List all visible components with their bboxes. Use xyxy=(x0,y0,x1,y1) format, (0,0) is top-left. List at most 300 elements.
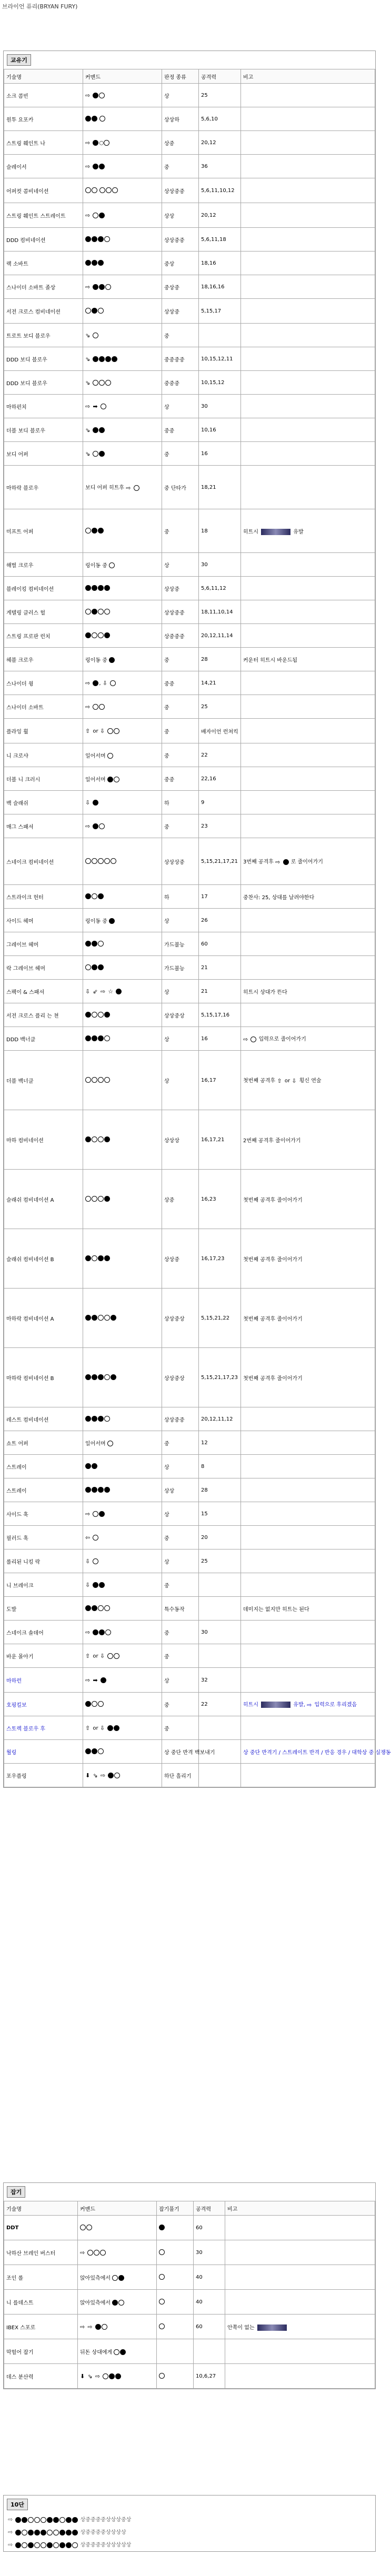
throw-damage xyxy=(194,2339,225,2364)
button-glyph-icon xyxy=(41,2530,46,2535)
button-glyph-icon xyxy=(112,356,117,362)
move-hit-level: 중중 xyxy=(162,671,199,695)
throw-name: 낙하산 브레인 버스터 xyxy=(4,2240,78,2265)
button-glyph-icon xyxy=(85,1701,91,1707)
button-glyph-icon xyxy=(114,1725,119,1731)
move-hit-level: 상상중상 xyxy=(162,1003,199,1027)
move-name: 더블 보디 블로우 xyxy=(4,418,83,442)
move-damage: 5,15,17 xyxy=(199,299,241,324)
button-glyph-icon xyxy=(112,2275,118,2281)
button-glyph-icon xyxy=(107,1441,113,1446)
button-glyph-icon xyxy=(72,2530,78,2535)
throw-header: 잡기 xyxy=(7,2186,25,2198)
move-note: 첫번째 공격후 ⇧ or ⇩ 횡신 연술 xyxy=(241,1051,375,1110)
move-damage: 5,6,11,18 xyxy=(199,228,241,251)
move-row xyxy=(4,1693,375,1716)
move-row xyxy=(4,980,375,1003)
move-damage: 16,17 xyxy=(199,1051,241,1110)
button-glyph-icon xyxy=(94,2250,99,2256)
move-damage: 배자이언 런쳐킥 xyxy=(199,719,241,743)
button-glyph-icon xyxy=(85,893,91,899)
move-command xyxy=(83,600,162,624)
move-command xyxy=(83,1348,162,1407)
arrow-icon: ☆ xyxy=(108,988,114,995)
button-glyph-icon xyxy=(72,2517,78,2523)
move-row xyxy=(4,203,375,228)
button-glyph-icon xyxy=(95,2324,101,2330)
move-note xyxy=(241,577,375,600)
move-name: 쇼트 어퍼 xyxy=(4,1431,83,1455)
button-glyph-icon xyxy=(93,284,98,290)
move-damage: 5,15,21,22 xyxy=(199,1289,241,1348)
column-header: 기술명 xyxy=(4,2201,78,2216)
button-glyph-icon xyxy=(92,187,97,193)
move-command xyxy=(83,1003,162,1027)
button-glyph-icon xyxy=(98,308,104,314)
move-command xyxy=(83,418,162,442)
throw-damage: 10,6,27 xyxy=(194,2364,225,2389)
move-name: 그레이브 헤머 xyxy=(4,932,83,956)
arrow-icon: ⇨ xyxy=(95,2372,101,2380)
button-glyph-icon xyxy=(98,585,104,591)
throw-command xyxy=(78,2216,157,2240)
move-command xyxy=(83,299,162,324)
button-glyph-icon xyxy=(99,823,105,829)
move-note xyxy=(241,719,375,743)
button-glyph-icon xyxy=(159,2299,165,2305)
move-hit-level: 중 xyxy=(162,1431,199,1455)
button-glyph-icon xyxy=(85,260,91,266)
button-glyph-icon xyxy=(159,2249,165,2255)
button-glyph-icon xyxy=(98,1196,104,1202)
button-glyph-icon xyxy=(47,2517,53,2523)
button-glyph-icon xyxy=(98,1701,104,1707)
button-glyph-icon xyxy=(92,1701,97,1707)
button-glyph-icon xyxy=(108,1773,114,1778)
move-row xyxy=(4,1003,375,1027)
move-row xyxy=(4,466,375,509)
move-damage: 10,15,12,11 xyxy=(199,347,241,371)
button-glyph-icon xyxy=(104,1374,110,1380)
button-glyph-icon xyxy=(120,2349,126,2355)
move-row xyxy=(4,347,375,371)
move-damage: 26 xyxy=(199,909,241,932)
button-glyph-icon xyxy=(92,1374,97,1380)
move-name: 미프트 어퍼 xyxy=(4,509,83,553)
button-glyph-icon xyxy=(66,2530,72,2535)
move-note: 커운터 히트시 바운드됨 xyxy=(241,648,375,671)
move-command xyxy=(83,885,162,909)
move-hit-level: 중 xyxy=(162,155,199,178)
button-glyph-icon xyxy=(34,2542,40,2548)
button-glyph-icon xyxy=(93,451,98,457)
button-glyph-icon xyxy=(85,632,91,638)
button-glyph-icon xyxy=(101,1677,106,1683)
effect-image-icon xyxy=(261,1702,290,1708)
move-row xyxy=(4,767,375,791)
button-glyph-icon xyxy=(85,1136,91,1142)
throw-escape xyxy=(157,2240,194,2265)
move-damage: 9 xyxy=(199,791,241,814)
button-glyph-icon xyxy=(93,680,98,686)
arrow-icon: ⇩ xyxy=(85,799,91,806)
button-glyph-icon xyxy=(106,187,112,193)
move-command xyxy=(83,1027,162,1051)
button-glyph-icon xyxy=(92,1012,97,1018)
throw-command: 앉아있측에서 xyxy=(78,2290,157,2315)
button-glyph-icon xyxy=(98,1012,104,1018)
button-glyph-icon xyxy=(114,2349,119,2355)
throw-row xyxy=(4,2240,375,2265)
button-glyph-icon xyxy=(99,1511,105,1517)
move-command xyxy=(83,395,162,418)
column-header: 비고 xyxy=(241,69,375,84)
button-glyph-icon xyxy=(118,2300,124,2306)
button-glyph-icon xyxy=(93,333,98,338)
move-note xyxy=(241,203,375,228)
move-name: 슬레이서 xyxy=(4,155,83,178)
button-glyph-icon xyxy=(283,859,289,865)
move-command xyxy=(83,1229,162,1289)
move-note xyxy=(241,814,375,838)
button-glyph-icon xyxy=(53,2517,59,2523)
arrow-icon: ⬇ xyxy=(85,1772,91,1779)
button-glyph-icon xyxy=(47,2530,53,2535)
move-note xyxy=(241,1478,375,1502)
move-hit-level: 중 xyxy=(162,1693,199,1716)
throw-command: 뒤돈 상대에게 xyxy=(78,2339,157,2364)
button-glyph-icon xyxy=(85,1012,91,1018)
move-damage: 30 xyxy=(199,1621,241,1644)
move-damage: 30 xyxy=(199,395,241,418)
button-glyph-icon xyxy=(66,2517,72,2523)
move-name: 사이드 훅 xyxy=(4,1502,83,1526)
move-note xyxy=(241,251,375,275)
button-glyph-icon xyxy=(109,2373,115,2379)
arrow-icon: ⬇ xyxy=(80,2372,85,2380)
move-hit-level: 상상상중 xyxy=(162,838,199,885)
move-hit-level: 상상중 xyxy=(162,299,199,324)
move-note: 히트시 유발, ⇨ 입력으로 후리겠음 xyxy=(241,1693,375,1716)
arrow-icon: ⇨ xyxy=(8,2529,13,2535)
column-header: 비고 xyxy=(225,2201,375,2216)
arrow-icon: ⇨ xyxy=(85,283,91,290)
move-hit-level: 상상중중 xyxy=(162,1407,199,1431)
move-hit-level: 상 xyxy=(162,1549,199,1573)
move-command xyxy=(83,324,162,347)
move-name: 서전 크로스 플리 는 쳔 xyxy=(4,1003,83,1027)
button-glyph-icon xyxy=(85,1374,91,1380)
throw-note xyxy=(225,2216,375,2240)
move-row xyxy=(4,695,375,719)
throw-table xyxy=(4,2201,375,2389)
move-command xyxy=(83,1289,162,1348)
move-row xyxy=(4,131,375,155)
button-glyph-icon xyxy=(102,2324,107,2330)
arrow-icon: ⇩ xyxy=(292,1077,297,1084)
move-hit-level: 중 xyxy=(162,719,199,743)
column-header: 커맨드 xyxy=(83,69,162,84)
move-damage: 22,16 xyxy=(199,767,241,791)
move-row xyxy=(4,932,375,956)
button-glyph-icon xyxy=(99,284,105,290)
arrow-icon: ⇦ xyxy=(85,1534,91,1541)
move-name: 매그 스패셔 xyxy=(4,814,83,838)
move-damage: 30 xyxy=(199,553,241,577)
move-name: 스트라이크 헌터 xyxy=(4,885,83,909)
effect-image-icon xyxy=(261,529,290,535)
throw-section xyxy=(3,2182,376,2389)
button-glyph-icon xyxy=(99,116,105,122)
button-glyph-icon xyxy=(28,2517,34,2523)
arrow-icon: ⇨ xyxy=(307,1701,312,1708)
column-header: 판정 종류 xyxy=(162,69,199,84)
throw-damage: 30 xyxy=(194,2240,225,2265)
move-damage: 28 xyxy=(199,1478,241,1502)
move-note xyxy=(241,1764,375,1787)
move-command xyxy=(83,1455,162,1478)
arrow-icon: ⇨ xyxy=(85,679,91,687)
move-row xyxy=(4,791,375,814)
throw-name: 조인 롤 xyxy=(4,2265,78,2290)
move-row xyxy=(4,1110,375,1170)
move-command xyxy=(83,1526,162,1549)
button-glyph-icon xyxy=(85,1077,91,1083)
move-damage: 8 xyxy=(199,1455,241,1478)
move-name: 스트레이 xyxy=(4,1478,83,1502)
move-hit-level: 상중 xyxy=(162,1170,199,1229)
move-name: 어퍼컷 콤비네이션 xyxy=(4,178,83,203)
throw-note xyxy=(225,2364,375,2389)
button-glyph-icon xyxy=(115,2373,121,2379)
button-glyph-icon xyxy=(92,585,97,591)
move-damage: 25 xyxy=(199,1549,241,1573)
button-glyph-icon xyxy=(98,1487,104,1493)
button-glyph-icon xyxy=(92,1077,97,1083)
button-glyph-icon xyxy=(86,2225,92,2230)
move-row xyxy=(4,418,375,442)
move-name: DDD 컴비네이션 xyxy=(4,228,83,251)
button-glyph-icon xyxy=(28,2542,34,2548)
move-hit-level: 중 단타가 xyxy=(162,466,199,509)
move-name: 사이드 헤머 xyxy=(4,909,83,932)
move-hit-level: 중상중 xyxy=(162,275,199,299)
arrow-icon: ⇨ xyxy=(85,92,91,99)
throw-row xyxy=(4,2290,375,2315)
move-row xyxy=(4,909,375,932)
button-glyph-icon xyxy=(93,1629,98,1635)
arrow-icon: ⇨ xyxy=(85,703,91,710)
button-glyph-icon xyxy=(114,1653,119,1659)
move-hit-level: 중상 xyxy=(162,251,199,275)
move-name: 마하펀치 xyxy=(4,395,83,418)
throw-row xyxy=(4,2265,375,2290)
arrow-icon: ⇩ xyxy=(99,727,105,734)
move-note xyxy=(241,84,375,107)
button-glyph-icon xyxy=(109,562,115,568)
button-glyph-icon xyxy=(85,116,91,122)
button-glyph-icon xyxy=(110,680,116,686)
move-note xyxy=(241,155,375,178)
move-row xyxy=(4,1051,375,1110)
button-glyph-icon xyxy=(41,2542,46,2548)
button-glyph-icon xyxy=(104,609,110,615)
throw-damage: 60 xyxy=(194,2216,225,2240)
move-hit-level: 상상중중 xyxy=(162,600,199,624)
button-glyph-icon xyxy=(92,1255,97,1261)
move-row xyxy=(4,577,375,600)
move-name: 백 슬래쉬 xyxy=(4,791,83,814)
move-name: 필러드 훅 xyxy=(4,1526,83,1549)
column-header: 잡기풀기 xyxy=(157,2201,194,2216)
move-note xyxy=(241,1668,375,1693)
move-note xyxy=(241,909,375,932)
move-row xyxy=(4,1348,375,1407)
move-row xyxy=(4,155,375,178)
button-glyph-icon xyxy=(99,1582,105,1588)
move-hit-level: 상 중단 반격 백보내기 xyxy=(162,1740,199,1764)
move-row xyxy=(4,1740,375,1764)
move-note xyxy=(241,600,375,624)
move-note: 상 중단 반격기 / 스트레이트 반격 / 반응 경우 / 대학상 중 실쟁동 xyxy=(241,1740,375,1764)
arrow-icon: ⇨ xyxy=(85,163,91,170)
move-row xyxy=(4,178,375,203)
move-command xyxy=(83,347,162,371)
move-damage: 20,12,11,12 xyxy=(199,1407,241,1431)
button-glyph-icon xyxy=(98,858,104,864)
button-glyph-icon xyxy=(92,1196,97,1202)
move-note: 3번째 공격후 ⇨ 로 줄이어가기 xyxy=(241,838,375,885)
move-note xyxy=(241,743,375,767)
throw-command xyxy=(78,2240,157,2265)
move-note: 첫번째 공격후 줄이어가기 xyxy=(241,1170,375,1229)
move-row xyxy=(4,1621,375,1644)
button-glyph-icon xyxy=(98,1605,104,1611)
move-note xyxy=(241,466,375,509)
move-row xyxy=(4,838,375,885)
column-header: 공격력 xyxy=(194,2201,225,2216)
move-name: 마하락 블로우 xyxy=(4,466,83,509)
move-command xyxy=(83,178,162,203)
button-glyph-icon xyxy=(93,356,98,362)
move-name: 슬래쉬 컴비네이션 B xyxy=(4,1229,83,1289)
button-glyph-icon xyxy=(93,164,98,169)
move-name: 스나이더 소바트 졸상 xyxy=(4,275,83,299)
move-command xyxy=(83,624,162,648)
button-glyph-icon xyxy=(104,1012,110,1018)
arrow-icon: ⇨ xyxy=(8,2516,13,2523)
throw-row xyxy=(4,2339,375,2364)
move-damage: 60 xyxy=(199,932,241,956)
throw-name: 막헐어 잡기 xyxy=(4,2339,78,2364)
move-damage: 5,6,10 xyxy=(199,107,241,131)
move-damage: 22 xyxy=(199,1693,241,1716)
move-note: 첫번째 공격후 줄이어가기 xyxy=(241,1348,375,1407)
move-name: 롤리된 니킹 락 xyxy=(4,1549,83,1573)
move-command xyxy=(83,509,162,553)
button-glyph-icon xyxy=(53,2542,59,2548)
button-glyph-icon xyxy=(107,1653,113,1659)
button-glyph-icon xyxy=(47,2542,53,2548)
move-name: 더블 니 크러시 xyxy=(4,767,83,791)
move-name: 서전 크로스 컴비네이션 xyxy=(4,299,83,324)
throw-note: 안쪽이 없는 xyxy=(225,2315,375,2339)
button-glyph-icon xyxy=(105,356,111,362)
button-glyph-icon xyxy=(99,187,105,193)
button-glyph-icon xyxy=(104,632,110,638)
button-glyph-icon xyxy=(114,728,119,734)
move-name: 랙 소바트 xyxy=(4,251,83,275)
button-glyph-icon xyxy=(107,777,113,782)
move-note xyxy=(241,1644,375,1668)
ten-string-row: ⇨ 상중중중중상상상중상 xyxy=(4,2513,375,2526)
move-hit-level: 상상중 xyxy=(162,577,199,600)
move-command: 일어서며 xyxy=(83,743,162,767)
throw-escape xyxy=(157,2290,194,2315)
button-glyph-icon xyxy=(93,140,98,146)
move-name: 스트레이 xyxy=(4,1455,83,1478)
ten-string-section xyxy=(3,2495,376,2552)
button-glyph-icon xyxy=(134,485,139,491)
button-glyph-icon xyxy=(98,1077,104,1083)
button-glyph-icon xyxy=(93,1511,98,1517)
arrow-icon: ⇨ xyxy=(80,2249,85,2256)
move-hit-level: 중 xyxy=(162,442,199,466)
button-glyph-icon xyxy=(104,140,109,146)
move-command xyxy=(83,577,162,600)
button-glyph-icon xyxy=(98,1416,104,1422)
button-glyph-icon xyxy=(92,964,97,970)
button-glyph-icon xyxy=(85,858,91,864)
move-note: 첫번째 공격후 줄이어가기 xyxy=(241,1289,375,1348)
button-glyph-icon xyxy=(99,356,105,362)
move-command xyxy=(83,1407,162,1431)
move-command xyxy=(83,1693,162,1716)
move-command: ⇨ ○ xyxy=(83,131,162,155)
arrow-icon: ⇧ xyxy=(277,1077,282,1084)
button-glyph-icon xyxy=(98,1315,104,1321)
move-row xyxy=(4,1526,375,1549)
move-hit-level: 상상하 xyxy=(162,107,199,131)
button-glyph-icon xyxy=(99,380,105,386)
button-glyph-icon xyxy=(92,609,97,615)
move-note: 데미지는 없지만 히트는 된다 xyxy=(241,1597,375,1621)
button-glyph-icon xyxy=(15,2530,21,2535)
arrow-icon: ⇨ xyxy=(80,2323,85,2330)
button-glyph-icon xyxy=(99,451,105,457)
move-hit-level: 상상상 xyxy=(162,1110,199,1170)
move-command xyxy=(83,1764,162,1787)
move-hit-level: 중 xyxy=(162,1644,199,1668)
button-glyph-icon xyxy=(116,989,122,994)
arrow-icon: ⇨ xyxy=(85,1676,91,1684)
button-glyph-icon xyxy=(250,1037,256,1042)
move-note xyxy=(241,371,375,395)
move-damage: 25 xyxy=(199,695,241,719)
button-glyph-icon xyxy=(85,1605,91,1611)
button-glyph-icon xyxy=(104,585,110,591)
arrow-icon: ⇘ xyxy=(87,2372,93,2380)
button-glyph-icon xyxy=(85,1255,91,1261)
move-damage: 18 xyxy=(199,509,241,553)
move-damage: 25 xyxy=(199,84,241,107)
throw-damage: 40 xyxy=(194,2290,225,2315)
button-glyph-icon xyxy=(98,941,104,947)
move-row xyxy=(4,84,375,107)
arrow-icon: ⇘ xyxy=(85,379,91,386)
move-note xyxy=(241,178,375,203)
button-glyph-icon xyxy=(99,1629,105,1635)
